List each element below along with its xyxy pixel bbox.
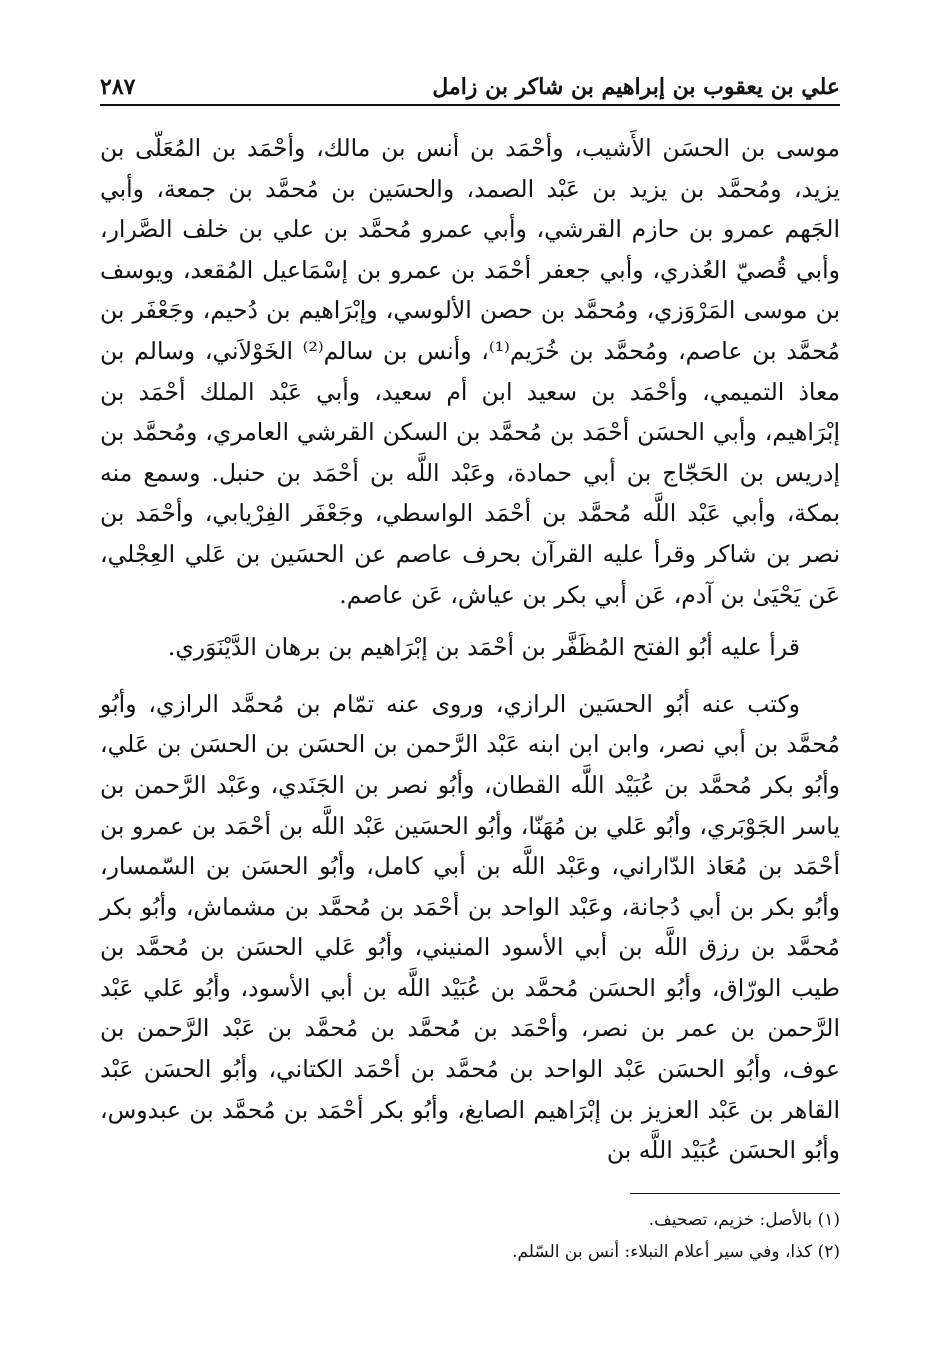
paragraph-1: موسى بن الحسَن الأَشيب، وأحْمَد بن أنس بن مالك، وأحْمَد بن المُعَلّى بن يزيد، ومُحمَّد بن يزيد بن عَبْد الصمد، والحسَين بن مُحمَّد بن جمعة، وأبي الجَهم عمرو بن حازم القرشي، وأبي عمرو مُحمَّد بن علي بن خلف الصَّرار، وأبي قُصيّ العُذري، وأبي جعفر أحْمَد بن عمرو بن إسْمَاعيل المُقعد، ويوسف بن موسى المَرْوَزي، ومُحمَّد بن حصن الألوسي، وإبْرَاهيم بن دُحيم، وجَعْفَر بن مُحمَّد بن عاصم، ومُحمَّد بن خُرَيم⁽¹⁾، وأنس بن سالم⁽²⁾ الخَوْلاَني، وسالم بن معاذ التميمي، وأحْمَد بن سعيد ابن أم سعيد، وأبي عَبْد الملك أحْمَد بن إبْرَاهيم، وأبي الحسَن أحْمَد بن مُحمَّد بن السكن القرشي العامري، ومُحمَّد بن إدريس بن الحَجّاج بن أبي حمادة، وعَبْد اللَّه بن أحْمَد بن حنبل. وسمع منه بمكة، وأبي عَبْد اللَّه مُحمَّد بن أحْمَد الواسطي، وجَعْفَر الفِرْيابي، وأحْمَد بن نصر بن شاكر وقرأ عليه القرآن بحرف عاصم عن الحسَين بن عَلي العِجْلي، عَن يَحْيَىٰ بن آدم، عَن أبي بكر بن عياش، عَن عاصم.: [100, 134, 840, 609]
running-title: علي بن يعقوب بن إبراهيم بن شاكر بن زامل: [432, 74, 840, 100]
page-number: ٢٨٧: [100, 74, 136, 100]
paragraph-3: وكتب عنه أبُو الحسَين الرازي، وروى عنه تمّام بن مُحمَّد الرازي، وأبُو مُحمَّد بن أبي نصر، وابن ابن ابنه عَبْد الرَّحمن بن الحسَن بن الحسَن بن عَلي، وأبُو بكر مُحمَّد بن عُبَيْد اللَّه القطان، وأبُو نصر بن الجَنَدي، وعَبْد الرَّحمن بن ياسر الجَوْبَري، وأبُو عَلي بن مُهَنّا، وأبُو الحسَين عَبْد اللَّه بن أحْمَد بن عمرو بن أحْمَد بن مُعَاذ الدّاراني، وعَبْد اللَّه بن أبي كامل، وأبُو الحسَن بن السّمسار، وأبُو بكر بن أبي دُجانة، وعَبْد الواحد بن أحْمَد بن مُحمَّد بن مشماش، وأبُو بكر مُحمَّد بن رزق اللَّه بن أبي الأسود المنيني، وأبُو عَلي الحسَن بن مُحمَّد بن طيب الورّاق، وأبُو الحسَن مُحمَّد بن عُبَيْد اللَّه بن أبي الأسود، وأبُو عَلي عَبْد الرَّحمن بن عمر بن نصر، وأحْمَد بن مُحمَّد بن مُحمَّد بن عَبْد الرَّحمن بن عوف، وأبُو الحسَن عَبْد الواحد بن مُحمَّد بن أحْمَد الكتاني، وأبُو الحسَن عَبْد القاهر بن عَبْد العزيز بن إبْرَاهيم الصايغ، وأبُو بكر أحْمَد بن مُحمَّد بن عبدوس، وأبُو الحسَن عُبَيْد اللَّه بن: [100, 689, 840, 1165]
footnote-1: (١) بالأصل: خزيم، تصحيف.: [648, 1210, 840, 1230]
main-text: [100, 128, 840, 1171]
running-header: [100, 56, 840, 106]
footnote-2: (٢) كذا، وفي سير أعلام النبلاء: أنس بن السّلم.: [512, 1242, 840, 1262]
footnote-separator: [630, 1193, 840, 1194]
paragraph-2: قرأ عليه أبُو الفتح المُظَفَّر بن أحْمَد بن إبْرَاهيم بن برهان الدَّيْنَوَري.: [167, 633, 800, 662]
footnotes: [100, 1204, 840, 1268]
